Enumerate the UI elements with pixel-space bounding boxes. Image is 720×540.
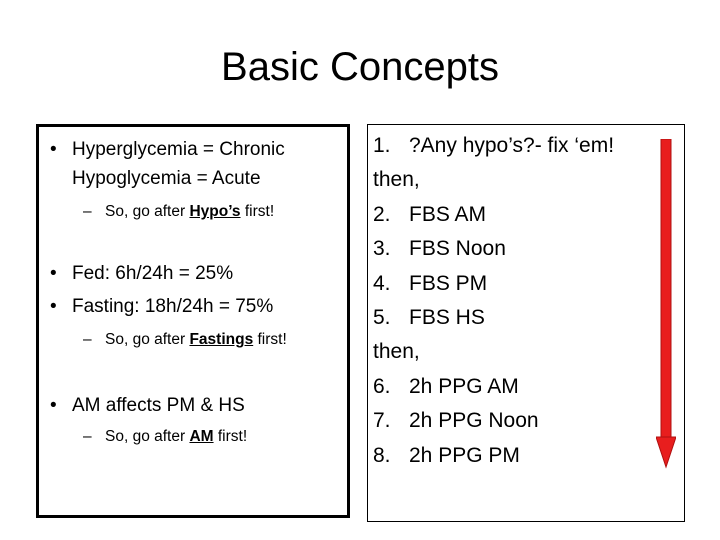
sub-text-emphasis: Fastings: [189, 331, 254, 348]
list-number: 5.: [373, 306, 391, 330]
dash-icon: –: [83, 428, 92, 445]
list-item: [373, 404, 614, 438]
list-item: [373, 267, 614, 301]
dash-icon: –: [83, 331, 92, 348]
sub-bullet-item: [39, 201, 347, 223]
list-text: FBS Noon: [409, 237, 506, 261]
bullet-item: [39, 135, 347, 164]
right-content-box: [367, 124, 685, 522]
sub-text-emphasis: AM: [189, 428, 214, 445]
list-text: FBS PM: [409, 271, 488, 295]
list-number: 7.: [373, 409, 391, 433]
bullet-text: AM affects PM & HS: [72, 395, 245, 416]
bullet-group-glycemia: [39, 135, 347, 223]
list-text: FBS HS: [409, 306, 485, 330]
dash-icon: –: [83, 203, 92, 220]
bullet-dot-icon: •: [50, 296, 57, 317]
bullet-text: Fasting: 18h/24h = 75%: [72, 296, 274, 317]
bullet-dot-icon: •: [50, 263, 57, 284]
list-number: 6.: [373, 374, 391, 398]
numbered-list: [373, 129, 614, 473]
list-text: FBS AM: [409, 202, 487, 226]
bullet-dot-icon: •: [50, 395, 57, 416]
list-number: 4.: [373, 271, 391, 295]
sub-text-post: first!: [240, 203, 275, 220]
list-connector: then,: [373, 168, 420, 192]
left-content-box: [36, 124, 350, 518]
bullet-group-am: [39, 391, 347, 448]
sub-text-pre: So, go after: [105, 428, 190, 445]
list-number: 1.: [373, 134, 391, 157]
list-number: 3.: [373, 237, 391, 261]
list-item: [373, 198, 614, 232]
bullet-dot-icon: •: [50, 139, 57, 160]
bullet-group-fed-fasting: [39, 259, 347, 351]
list-item: [373, 439, 614, 473]
sub-text-pre: So, go after: [105, 203, 190, 220]
list-item: [373, 301, 614, 335]
bullet-item: [39, 259, 347, 288]
list-number: 2.: [373, 202, 391, 226]
list-connector: then,: [373, 340, 420, 364]
list-text: 2h PPG PM: [409, 443, 520, 467]
list-item: [373, 129, 614, 163]
sub-text-post: first!: [253, 331, 287, 348]
sub-bullet-item: [39, 426, 347, 448]
slide-title: Basic Concepts: [221, 45, 499, 89]
sub-bullet-item: [39, 329, 347, 351]
bullet-text: Hypoglycemia = Acute: [72, 168, 261, 189]
list-text: ?Any hypo’s?- fix ‘em!: [409, 134, 615, 157]
bullet-continuation: [39, 164, 347, 193]
sub-text-emphasis: Hypo’s: [189, 203, 241, 220]
bullet-item: [39, 391, 347, 420]
list-item: [373, 232, 614, 266]
list-item: [373, 370, 614, 404]
list-text: 2h PPG Noon: [409, 409, 539, 433]
list-text: 2h PPG AM: [409, 374, 519, 398]
bullet-text: Fed: 6h/24h = 25%: [72, 263, 234, 284]
bullet-item: [39, 292, 347, 321]
list-number: 8.: [373, 443, 391, 467]
sub-text-post: first!: [213, 428, 248, 445]
bullet-text: Hyperglycemia = Chronic: [72, 139, 285, 160]
down-arrow-icon: [656, 139, 676, 469]
sub-text-pre: So, go after: [105, 331, 190, 348]
